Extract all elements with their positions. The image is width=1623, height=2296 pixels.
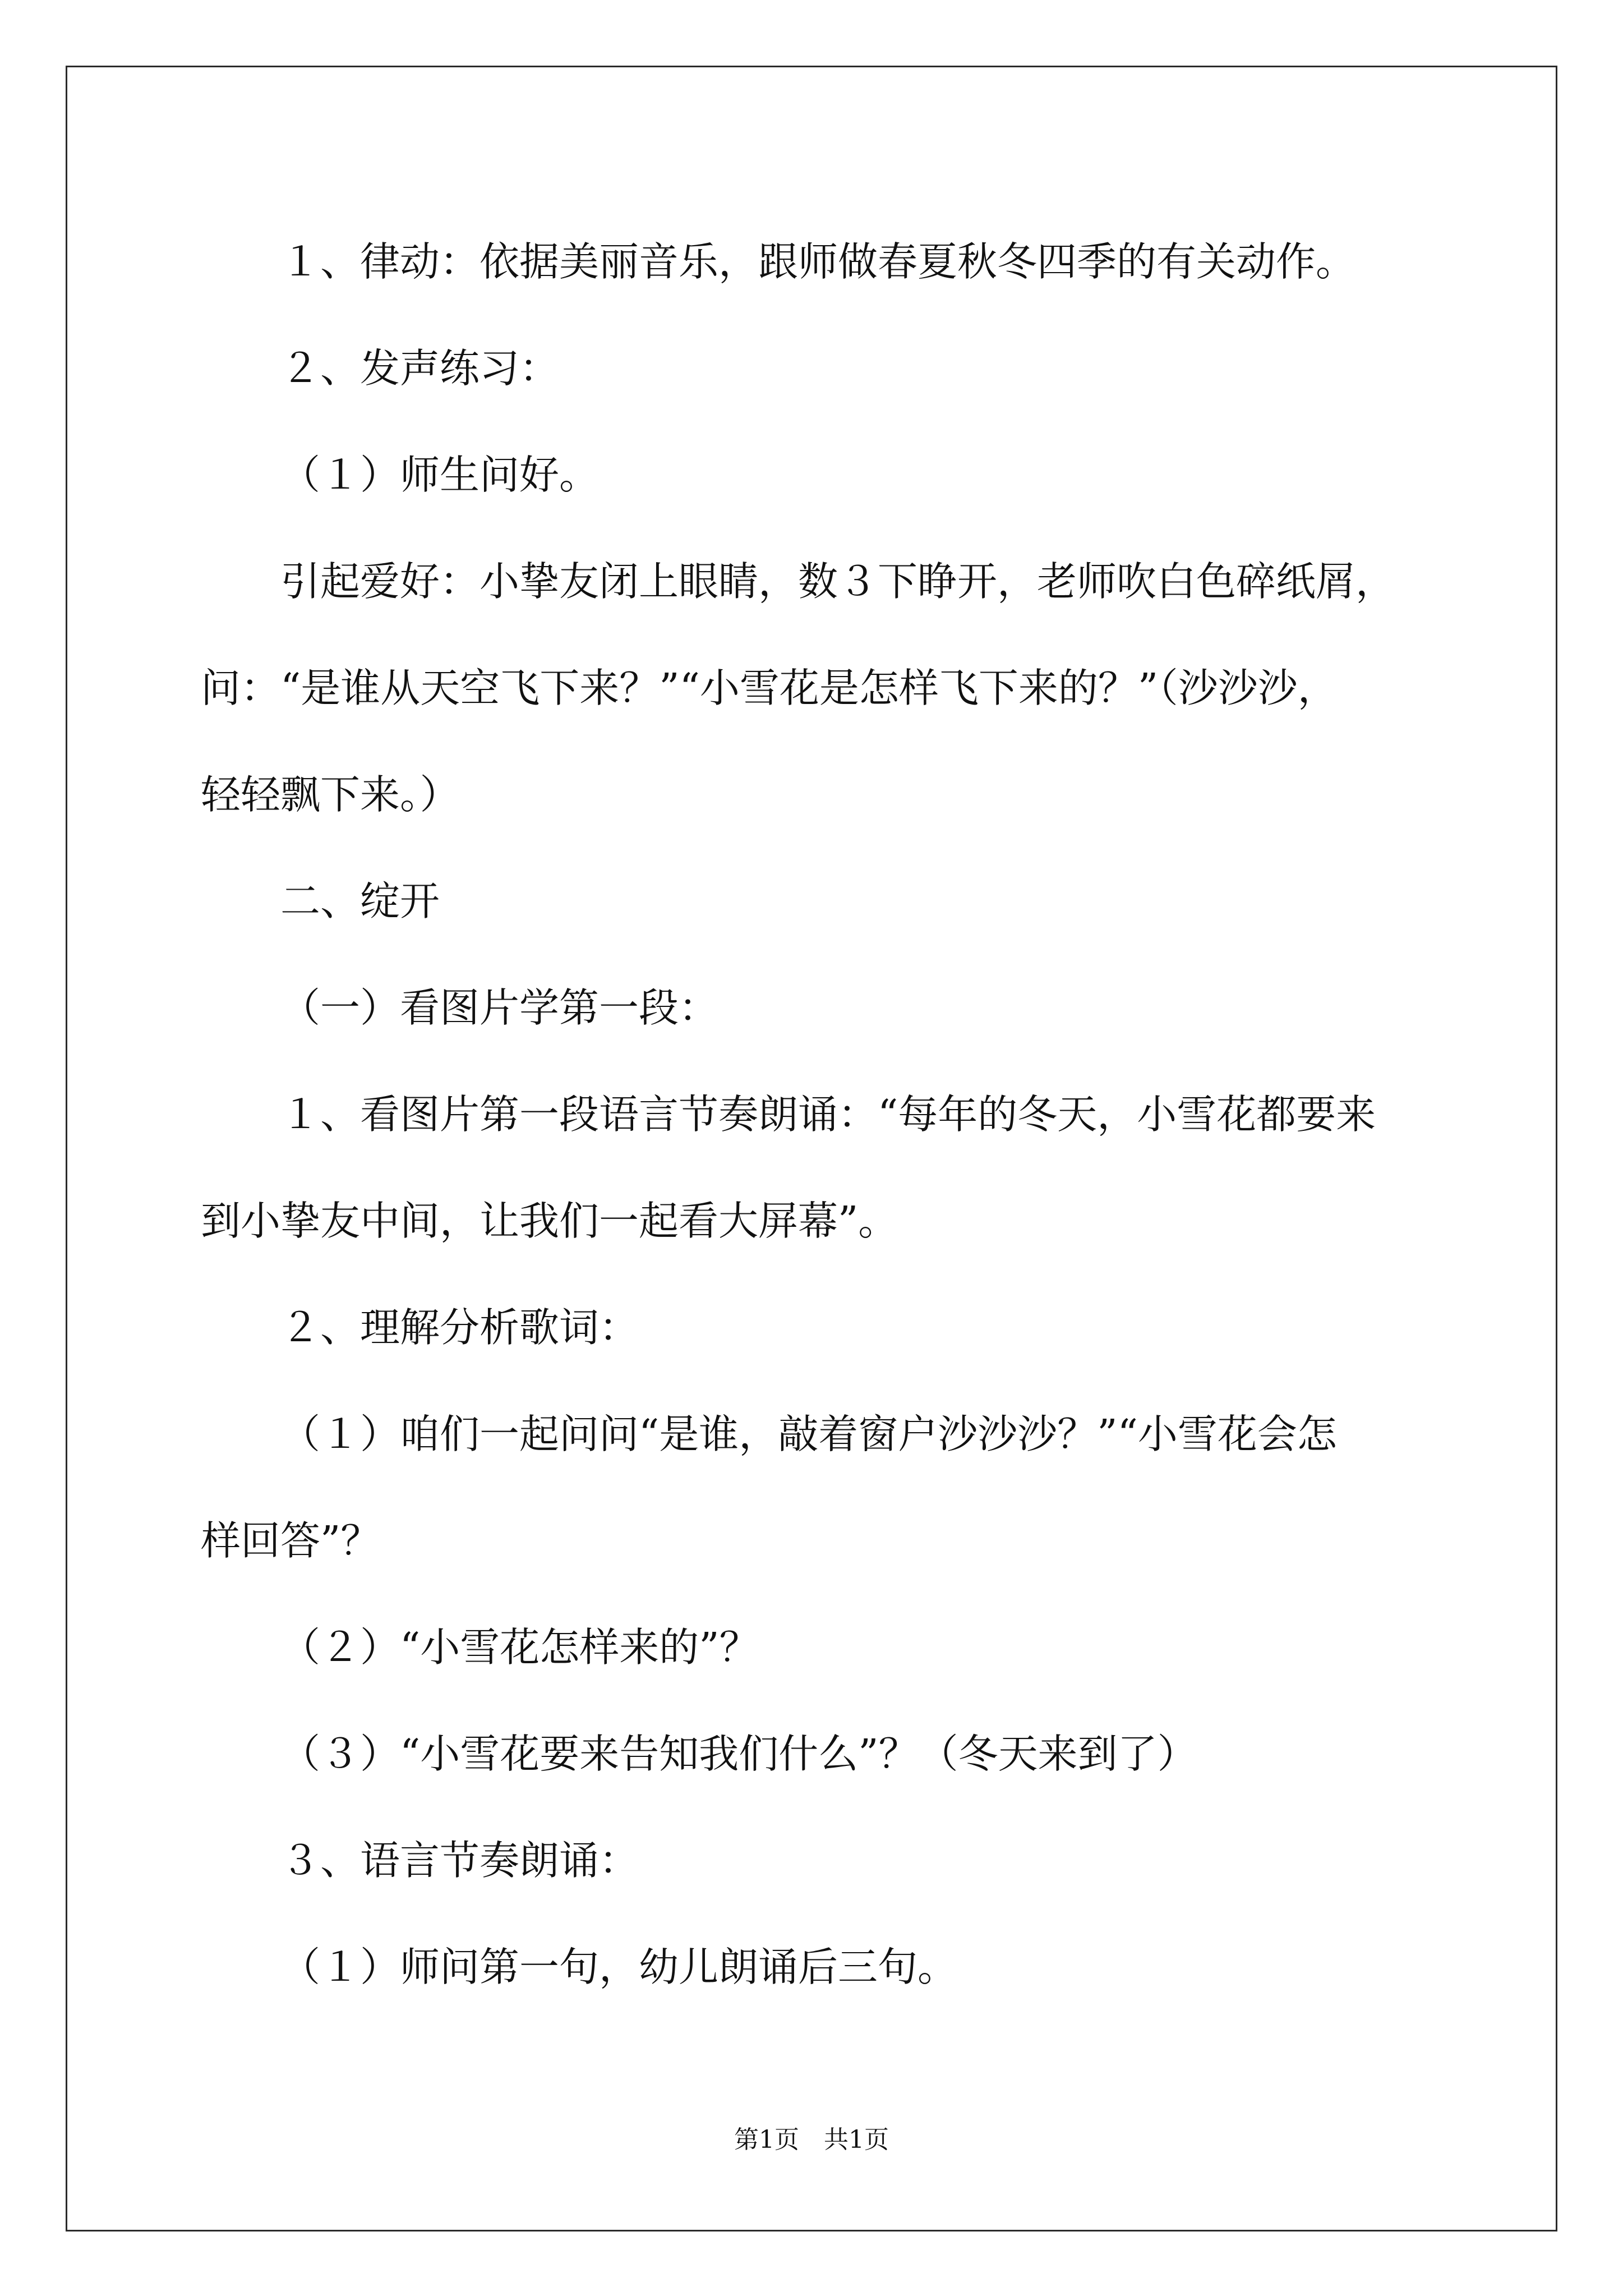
paragraph: ２、理解分析歌词： <box>280 1304 639 1351</box>
paragraph: 引起爱好：小挚友闭上眼睛，数３下睁开，老师吹白色碎纸屑， <box>280 558 1396 605</box>
paragraph: （１）咱们一起问问“是谁，敲着窗户沙沙沙？”“小雪花会怎 <box>280 1411 1337 1457</box>
document-body <box>201 209 1435 2021</box>
paragraph: 轻轻飘下来。） <box>201 771 460 818</box>
paragraph: （１）师生问好。 <box>280 452 600 498</box>
paragraph: （３）“小雪花要来告知我们什么”？（冬天来到了） <box>280 1731 1197 1777</box>
paragraph: ３、语言节奏朗诵： <box>280 1837 639 1884</box>
page-footer: 第1页 共1页 <box>734 2125 889 2154</box>
subsection-heading: （一）看图片学第一段： <box>280 984 719 1031</box>
paragraph: １、看图片第一段语言节奏朗诵：“每年的冬天，小雪花都要来 <box>280 1091 1376 1138</box>
paragraph: 到小挚友中间，让我们一起看大屏幕”。 <box>201 1198 898 1244</box>
section-heading: 二、绽开 <box>280 878 440 924</box>
paragraph: 样回答”？ <box>201 1517 381 1564</box>
paragraph: （２）“小雪花怎样来的”？ <box>280 1624 759 1671</box>
paragraph: （１）师问第一句，幼儿朗诵后三句。 <box>280 1944 958 1990</box>
paragraph: ２、发声练习： <box>280 345 560 392</box>
paragraph: １、律动：依据美丽音乐，跟师做春夏秋冬四季的有关动作。 <box>280 238 1356 285</box>
paragraph: 问：“是谁从天空飞下来？”“小雪花是怎样飞下来的？”（沙沙沙， <box>201 665 1338 711</box>
